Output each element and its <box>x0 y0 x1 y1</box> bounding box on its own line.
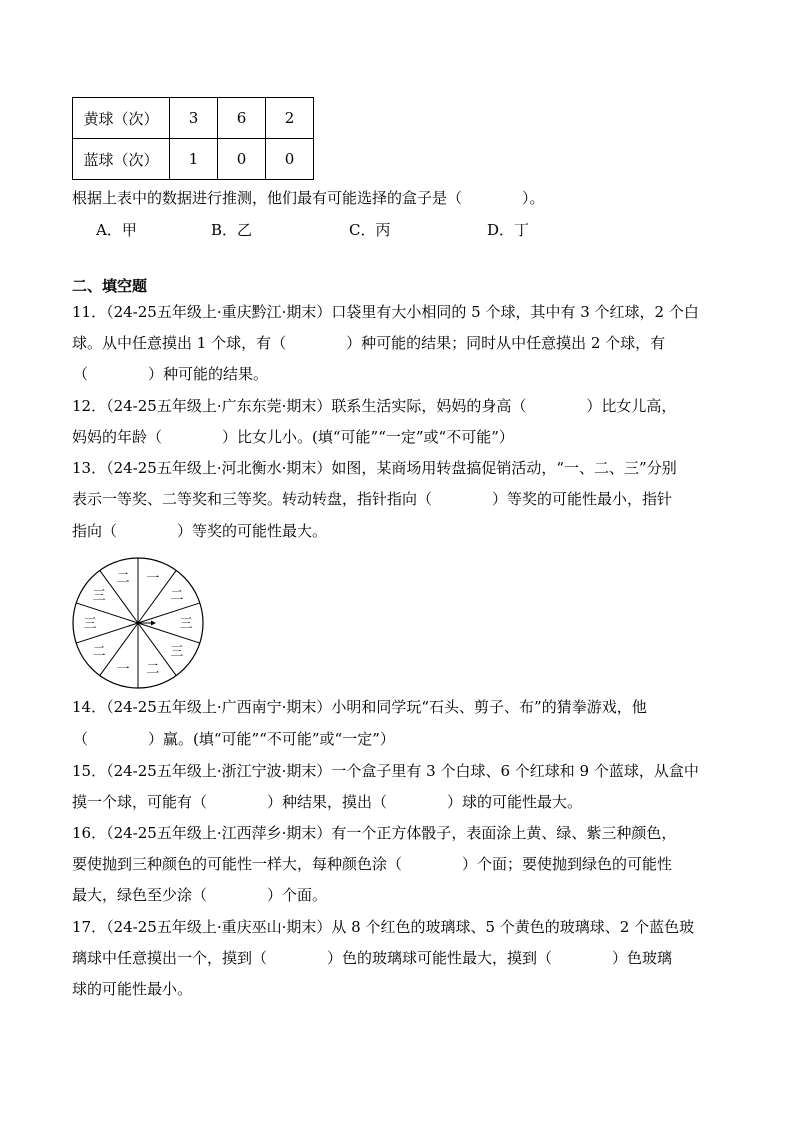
table-cell: 6 <box>218 98 266 139</box>
question-11-line: （ ）种可能的结果。 <box>73 365 269 383</box>
wheel-sector-label: 三 <box>83 616 97 632</box>
table-cell: 0 <box>266 139 314 180</box>
wheel-sector-label: 二 <box>146 662 160 678</box>
question-17-line: 球的可能性最小。 <box>72 980 193 998</box>
wheel-sector-label: 三 <box>92 588 106 604</box>
option-a: A．甲 <box>96 221 137 239</box>
question-13-line: 表示一等奖、二等奖和三等奖。转动转盘，指针指向（ ）等奖的可能性最小，指针 <box>72 490 673 508</box>
question-10-stem: 根据上表中的数据进行推测，他们最有可能选择的盒子是（ ）。 <box>72 189 545 207</box>
wheel-sector-label: 一 <box>116 662 130 678</box>
results-table <box>72 97 314 180</box>
table-cell: 1 <box>170 139 218 180</box>
question-13-line: 13．（24-25五年级上·河北衡水·期末）如图，某商场用转盘搞促销活动，“一、二、三”分别 <box>72 459 677 477</box>
option-c: C．丙 <box>349 221 391 239</box>
pointer-arrow-icon <box>151 621 156 626</box>
question-17-line: 17．（24-25五年级上·重庆巫山·期末）从 8 个红色的玻璃球、5 个黄色的玻璃球、2 个蓝色玻 <box>72 918 695 936</box>
question-15-line: 摸一个球，可能有（ ）种结果，摸出（ ）球的可能性最大。 <box>72 793 583 811</box>
question-14-line: 14．（24-25五年级上·广西南宁·期末）小明和同学玩“石头、剪子、布”的猜拳游戏，他 <box>72 698 647 716</box>
table-cell: 3 <box>170 98 218 139</box>
question-13-line: 指向（ ）等奖的可能性最大。 <box>72 522 328 540</box>
table-row <box>73 98 314 139</box>
wheel-sector-label: 一 <box>146 570 160 586</box>
option-d: D．丁 <box>487 221 530 239</box>
question-15-line: 15．（24-25五年级上·浙江宁波·期末）一个盒子里有 3 个白球、6 个红球和 9 个蓝球，从盒中 <box>72 762 699 780</box>
question-12-line: 妈妈的年龄（ ）比女儿小。(填“可能”“一定”或“不可能”） <box>72 428 514 446</box>
wheel-sector-label: 二 <box>92 644 106 660</box>
question-11-line: 11．（24-25五年级上·重庆黔江·期末）口袋里有大小相同的 5 个球，其中有 3 个红球，2 个白 <box>72 303 699 321</box>
table-cell: 黄球（次） <box>73 98 170 139</box>
question-16-line: 要使抛到三种颜色的可能性一样大，每种颜色涂（ ）个面；要使抛到绿色的可能性 <box>72 855 673 873</box>
wheel-sector-label: 二 <box>116 570 130 586</box>
question-16-line: 最大，绿色至少涂（ ）个面。 <box>72 886 328 904</box>
table-cell: 0 <box>218 139 266 180</box>
wheel-sector-label: 三 <box>170 644 184 660</box>
question-12-line: 12．（24-25五年级上·广东东莞·期末）联系生活实际，妈妈的身高（ ）比女儿高， <box>72 397 677 415</box>
wheel-sector-label: 二 <box>170 588 184 604</box>
wheel-sector-label: 三 <box>179 616 193 632</box>
question-11-line: 球。从中任意摸出 1 个球，有（ ）种可能的结果；同时从中任意摸出 2 个球，有 <box>72 334 666 352</box>
table-cell: 蓝球（次） <box>73 139 170 180</box>
option-b: B．乙 <box>211 221 253 239</box>
question-17-line: 璃球中任意摸出一个，摸到（ ）色的玻璃球可能性最大，摸到（ ）色玻璃 <box>72 949 673 967</box>
prize-spinner-wheel <box>71 556 205 690</box>
table-cell: 2 <box>266 98 314 139</box>
question-14-line: （ ）赢。(填“可能”“不可能”或“一定”） <box>73 730 395 748</box>
section-title: 二、填空题 <box>72 277 148 295</box>
question-16-line: 16．（24-25五年级上·江西萍乡·期末）有一个正方体骰子，表面涂上黄、绿、紫三种颜色， <box>72 824 677 842</box>
table-row <box>73 139 314 180</box>
